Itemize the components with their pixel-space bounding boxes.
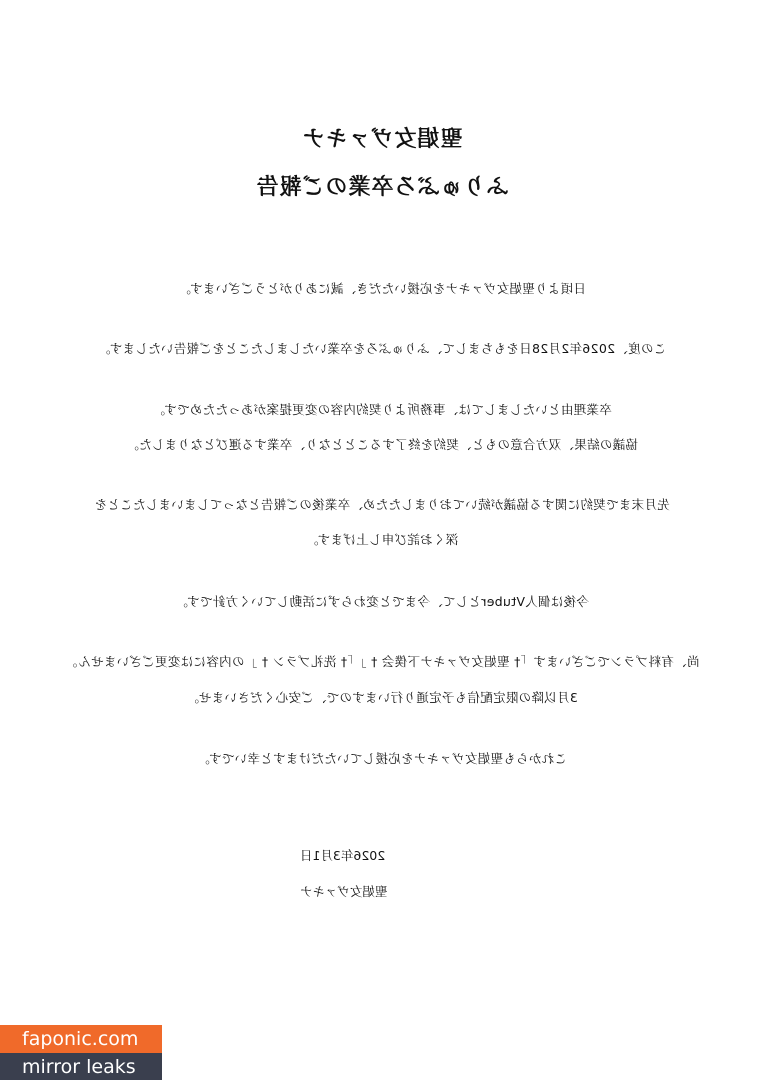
document-title-name: 聖娼女ヴァキナ [301,127,463,152]
body-line-announcement: この度、2026年2月28日をもちまして、ふりゅぶろを卒業いたしましたことをご報告いたします。 [97,341,667,356]
body-line-closing: これからも聖娼女ヴァキナを応援していただけますと幸いです。 [196,751,568,766]
body-line-plans: 尚、有料プランでございます「† 聖娼女ヴァキナ下僕会 † 」「† 洗礼プラン † 」の内容には変更ございません。 [64,654,700,669]
watermark-tagline: mirror leaks [0,1053,162,1080]
body-line-agreement: 協議の結果、双方合意のもと、契約を終了することとなり、卒業する運びとなりました。 [126,437,639,452]
body-line-streams: 3月以降の限定配信も予定通り行いますので、ご安心くださいませ。 [186,690,578,705]
body-line-apology-1: 先月末まで契約に関する協議が続いておりましたため、卒業後のご報告となってしまいましたことを [94,497,670,512]
document-date: 2026年3月1日 [300,848,386,863]
body-line-future: 今後は個人Vtuberとして、今までと変わらずに活動していく方針です。 [175,594,589,609]
body-line-greeting: 日頃より聖娼女ヴァキナを応援いただき、誠にありがとうございます。 [178,281,586,296]
document-signature: 聖娼女ヴァキナ [300,884,388,899]
document-title-report: ふりゅぶろ卒業のご報告 [255,175,509,200]
watermark-site: faponic.com [0,1025,162,1053]
body-line-reason: 卒業理由といたしましては、事務所より契約内容の変更提案があったためです。 [152,402,612,417]
body-line-apology-2: 深くお詫び申し上げます。 [305,532,459,547]
